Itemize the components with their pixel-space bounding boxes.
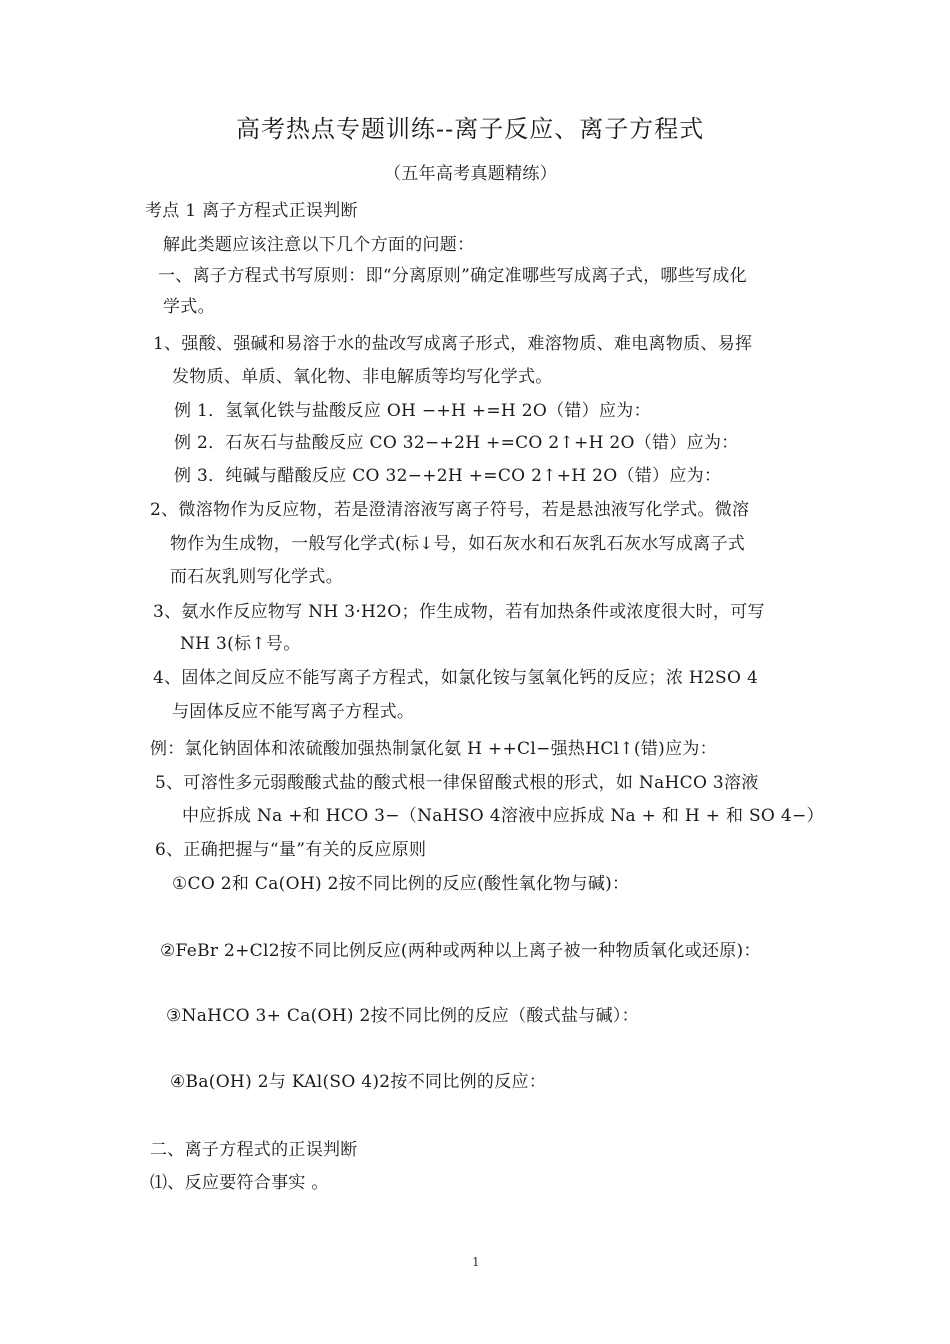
text-line: 与固体反应不能写离子方程式。 [172, 702, 415, 722]
text-line: ④Ba(OH) 2与 KAl(SO 4)2按不同比例的反应： [170, 1072, 547, 1092]
text-line: 2、微溶物作为反应物，若是澄清溶液写离子符号，若是悬浊液写化学式。微溶 [150, 500, 750, 520]
text-line: ②FeBr 2+Cl2按不同比例反应(两种或两种以上离子被一种物质氧化或还原)： [160, 941, 761, 961]
text-line: 例：氯化钠固体和浓硫酸加强热制氯化氨 H ++Cl−强热HCl↑(错)应为： [150, 739, 717, 759]
text-line: ①CO 2和 Ca(OH) 2按不同比例的反应(酸性氧化物与碱)： [172, 874, 630, 894]
page-subtitle: （五年高考真题精练） [384, 164, 557, 184]
text-line: 物作为生成物，一般写化学式(标↓号，如石灰水和石灰乳石灰水写成离子式 [170, 534, 746, 554]
text-line: 例 2．石灰石与盐酸反应 CO 32−+2H +=CO 2↑+H 2O（错）应为： [174, 433, 739, 453]
text-line: ⑴、反应要符合事实 。 [150, 1173, 329, 1193]
page-number: 1 [472, 1255, 480, 1269]
text-line: 3、氨水作反应物写 NH 3·H2O；作生成物，若有加热条件或浓度很大时，可写 [153, 602, 765, 622]
text-line: 例 1．氢氧化铁与盐酸反应 OH −+H +=H 2O（错）应为： [174, 401, 651, 421]
text-line: 4、固体之间反应不能写离子方程式，如氯化铵与氢氧化钙的反应；浓 H2SO 4 [153, 668, 759, 688]
page-title: 高考热点专题训练--离子反应、离子方程式 [236, 115, 705, 143]
text-line: 发物质、单质、氧化物、非电解质等均写化学式。 [172, 367, 553, 387]
text-line: 一、离子方程式书写原则：即“分离原则”确定准哪些写成离子式，哪些写成化 [158, 266, 747, 286]
text-line: NH 3(标↑号。 [180, 634, 301, 654]
text-line: 考点 1 离子方程式正误判断 [145, 201, 358, 221]
text-line: 而石灰乳则写化学式。 [170, 567, 343, 587]
text-line: 中应拆成 Na +和 HCO 3−（NaHSO 4溶液中应拆成 Na + 和 H + 和 SO 4−） [182, 806, 824, 826]
text-line: 例 3．纯碱与醋酸反应 CO 32−+2H +=CO 2↑+H 2O（错）应为： [174, 466, 722, 486]
text-line: 5、可溶性多元弱酸酸式盐的酸式根一律保留酸式根的形式，如 NaHCO 3溶液 [155, 773, 759, 793]
text-line: 二、离子方程式的正误判断 [150, 1140, 358, 1160]
text-line: ③NaHCO 3+ Ca(OH) 2按不同比例的反应（酸式盐与碱）： [166, 1006, 639, 1026]
text-line: 1、强酸、强碱和易溶于水的盐改写成离子形式，难溶物质、难电离物质、易挥 [153, 334, 753, 354]
text-line: 解此类题应该注意以下几个方面的问题： [163, 235, 475, 255]
text-line: 6、正确把握与“量”有关的反应原则 [155, 840, 427, 860]
text-line: 学式。 [163, 297, 215, 317]
